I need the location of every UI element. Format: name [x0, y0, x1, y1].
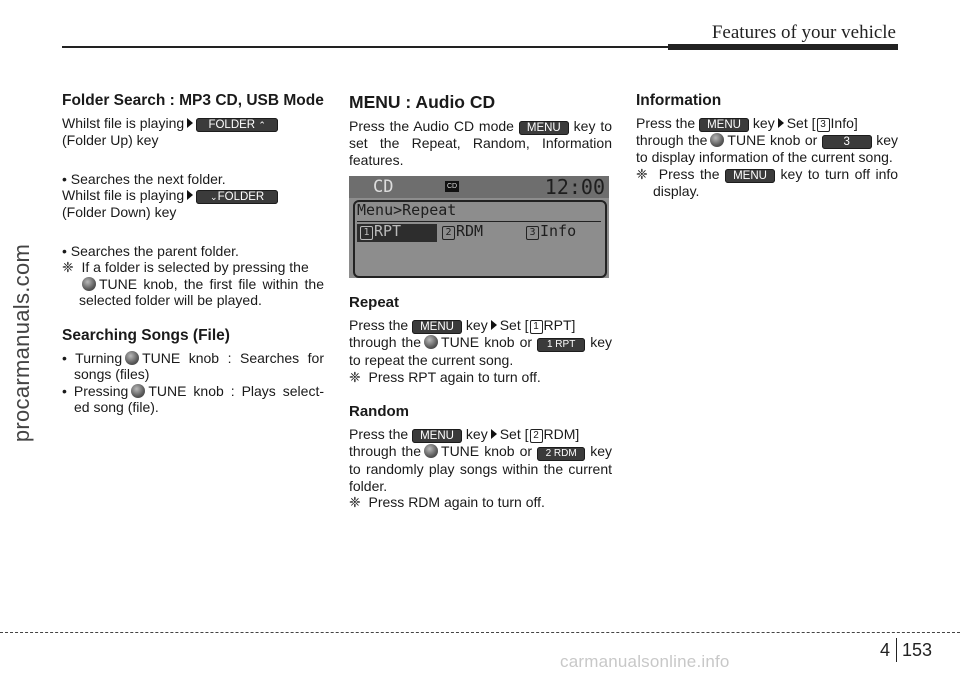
text: • Turning [62, 349, 123, 366]
num-2: 2 [530, 429, 543, 443]
text: Press the [658, 165, 720, 182]
text: RPT [374, 222, 402, 240]
heading-folder-search: Folder Search : MP3 CD, USB Mode [62, 92, 324, 109]
text: RDM [456, 222, 484, 240]
para-folder-up [62, 115, 324, 149]
text: TUNE knob or [727, 132, 818, 148]
key-label: FOLDER [217, 191, 265, 203]
text: key [465, 317, 488, 333]
text: Set [ [786, 115, 816, 131]
text: Press the Audio CD mode [349, 118, 514, 134]
running-header: Features of your vehicle [711, 22, 896, 43]
tune-knob-icon [125, 351, 139, 365]
text: through the [636, 132, 708, 148]
page-number: 153 [902, 640, 933, 660]
bullet-turning [62, 350, 324, 383]
bullet-parent-folder: • Searches the parent folder. [62, 242, 239, 259]
para-information [636, 115, 898, 166]
text: Set [ [499, 317, 529, 333]
screen-menu-path: Menu>Repeat [357, 201, 457, 219]
chapter-number: 4 [879, 640, 890, 660]
menu-key: MENU [519, 121, 569, 135]
text: Info] [830, 115, 858, 131]
menu-key: MENU [699, 118, 749, 132]
screen-clock: 12:00 [544, 176, 605, 199]
heading-menu-audio-cd: MENU : Audio CD [349, 92, 496, 112]
column-information [636, 92, 898, 199]
footer-watermark: carmanualsonline.info [560, 652, 730, 671]
menu-key: MENU [412, 320, 462, 334]
num-3: 3 [817, 118, 830, 132]
note-mark: ❈ [62, 259, 74, 275]
text: Whilst file is playing [62, 187, 185, 203]
screen-option-rdm [441, 223, 483, 240]
heading-repeat: Repeat [349, 294, 400, 311]
arrow-right-icon [491, 320, 497, 330]
tune-knob-icon [710, 133, 724, 147]
text: TUNE knob : Plays select-ed song (file). [74, 382, 325, 415]
tune-knob-icon [424, 335, 438, 349]
num-1: 1 [530, 320, 543, 334]
text: • Pressing [62, 382, 129, 399]
text: through the [349, 443, 422, 459]
text: key to repeat the current song. [349, 334, 613, 368]
display-screenshot [349, 176, 609, 278]
num-1: 1 [360, 226, 373, 240]
column-audio-cd [349, 92, 612, 511]
tune-knob-icon [131, 384, 145, 398]
note-mark: ❈ [636, 165, 648, 182]
text: Info [540, 222, 577, 240]
note-mark: ❈ [349, 494, 361, 510]
note-folder-select [62, 259, 324, 309]
text: key to set the Repeat, Random, Information features. [349, 118, 612, 168]
cd-badge-icon: CD [446, 183, 458, 190]
text: through the [349, 334, 422, 350]
text: key to turn off info display. [653, 165, 899, 199]
bullet-next-folder: • Searches the next folder. [62, 170, 226, 187]
text: (Folder Down) key [62, 204, 177, 220]
bullet-pressing [62, 383, 324, 416]
tune-knob-icon [82, 277, 96, 291]
text: TUNE knob or [441, 443, 533, 459]
folder-up-key [196, 118, 278, 132]
text: RDM] [543, 426, 580, 442]
arrow-right-icon [187, 118, 193, 128]
num-3: 3 [526, 226, 539, 240]
para-random [349, 426, 612, 494]
text: Press the [349, 317, 409, 333]
text: Press the [636, 115, 696, 131]
text: TUNE knob : Searches for songs (files) [74, 349, 324, 382]
menu-key: MENU [412, 429, 462, 443]
text: key to randomly play songs within the current folder. [349, 443, 613, 494]
note-mark: ❈ [349, 368, 361, 385]
rdm-key: 2 RDM [537, 447, 585, 461]
arrow-right-icon [491, 429, 497, 439]
folder-down-key [196, 190, 278, 204]
screen-mode: CD [373, 177, 394, 197]
note-random [349, 494, 612, 511]
text: key to display information of the current song. [636, 132, 899, 165]
header-bar [668, 44, 898, 50]
para-folder-down [62, 187, 324, 221]
text: Set [ [499, 426, 529, 442]
tune-knob-icon [424, 444, 438, 458]
note-repeat [349, 369, 612, 386]
num-2: 2 [442, 226, 455, 240]
text: (Folder Up) key [62, 132, 159, 148]
rpt-key: 1 RPT [537, 338, 585, 352]
heading-searching-songs: Searching Songs (File) [62, 326, 230, 344]
key-3: 3 [822, 135, 872, 149]
text: key [752, 115, 775, 131]
text: Press RDM again to turn off. [368, 494, 545, 510]
heading-random: Random [349, 403, 409, 420]
screen-option-info [525, 223, 576, 240]
chevron-down-icon: ⌄ [210, 192, 218, 202]
footer-rule [0, 632, 960, 633]
screen-option-rpt [359, 223, 401, 240]
para-intro [349, 118, 612, 168]
para-repeat [349, 317, 612, 369]
text: Press RPT again to turn off. [368, 368, 541, 385]
side-watermark: procarmanuals.com [9, 243, 34, 443]
column-folder-search [62, 92, 324, 416]
arrow-right-icon [187, 190, 193, 200]
text: Press the [349, 426, 409, 442]
footer-divider [896, 638, 897, 662]
heading-information: Information [636, 92, 722, 109]
text: Whilst file is playing [62, 115, 185, 131]
arrow-right-icon [778, 118, 784, 128]
text: key [465, 426, 488, 442]
key-label: FOLDER [208, 119, 256, 131]
text: TUNE knob, the first file within the selected folder will be played. [79, 275, 324, 308]
text: RPT] [543, 317, 576, 333]
text: TUNE knob or [441, 334, 533, 350]
chevron-up-icon: ⌃ [258, 120, 266, 130]
menu-key: MENU [725, 169, 775, 183]
note-information [636, 166, 898, 200]
text: If a folder is selected by pressing the [81, 259, 309, 275]
